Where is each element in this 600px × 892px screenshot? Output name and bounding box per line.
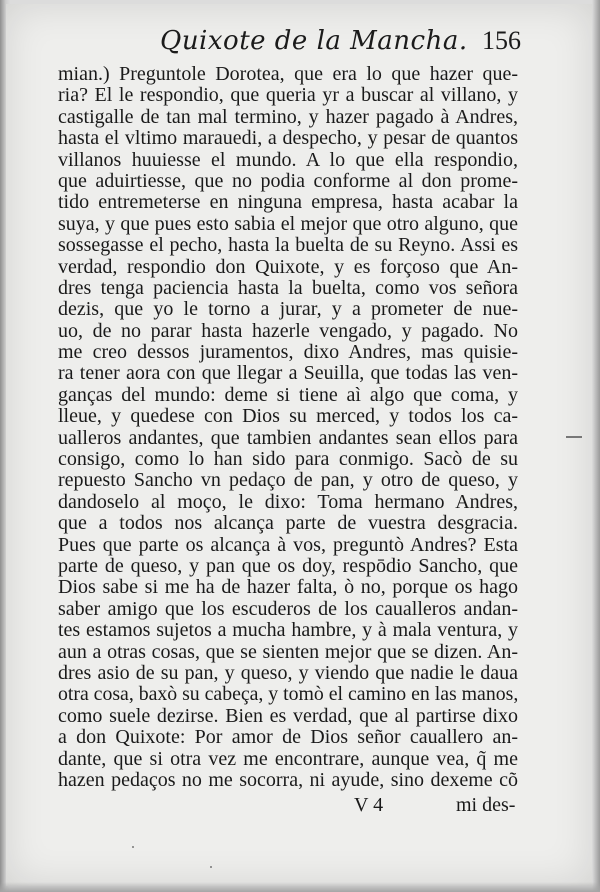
page-header: [0, 20, 600, 60]
text-line: que aduirtiesse, que no podia conforme al don prome-: [58, 169, 518, 192]
text-line: ualleros andantes, que tambien andantes sean ellos para: [58, 426, 518, 449]
text-line: tido entremeterse en ninguna empresa, hasta acabar la: [58, 191, 518, 214]
page-number: 156: [482, 26, 521, 55]
text-line: dante, que si otra vez me encontrare, aunque vea, q̃ me: [58, 747, 518, 770]
text-line: villanos huuiesse el mundo. A lo que ella respondio,: [58, 148, 518, 171]
text-line: sossegasse el pecho, hasta la buelta de su Reyno. Assi es: [58, 234, 518, 257]
text-line: ria? El le respondio, que queria yr a buscar al villano, y: [58, 84, 518, 107]
text-line: repuesto Sancho vn pedaço de pan, y otro de queso, y: [58, 469, 518, 492]
text-line: saber amigo que los escuderos de los caualleros andan-: [58, 597, 518, 620]
margin-mark: [566, 436, 582, 438]
text-line: castigalle de tan mal termino, y hazer pagado à Andres,: [58, 105, 518, 128]
text-line: lleue, y quedese con Dios su merced, y todos los ca-: [58, 405, 518, 428]
text-line: tes estamos sujetos a mucha hambre, y à mala ventura, y: [58, 619, 518, 642]
text-line: a don Quixote: Por amor de Dios señor cauallero an-: [58, 726, 518, 749]
ink-speck: [210, 866, 212, 868]
body-text: [58, 64, 518, 791]
text-line: aun a otras cosas, que se sienten mejor que se dizen. An-: [58, 640, 518, 663]
text-line: otra cosa, baxò su cabeça, y tomò el camino en las manos,: [58, 683, 519, 706]
page-shadow-right: [592, 0, 600, 892]
ink-speck: [132, 846, 134, 848]
text-line: dezis, que yo le torno a jurar, y a prometer de nue-: [58, 298, 518, 321]
running-title: Quixote de la Mancha.: [160, 26, 468, 56]
text-line: dres asio de su pan, y queso, y viendo que nadie le daua: [58, 661, 518, 684]
text-line: hazen pedaços no me socorra, ni ayude, sino dexeme cõ: [58, 768, 518, 791]
text-line: parte de queso, y pan que os doy, respōdio Sancho, que: [58, 554, 518, 577]
text-line: Dios sabe si me ha de hazer falta, ò no, porque os hago: [58, 576, 518, 599]
text-line: hasta el vltimo marauedi, a despecho, y pesar de quantos: [58, 127, 518, 150]
page-footer: [0, 794, 600, 820]
signature-mark: V 4: [354, 794, 384, 816]
text-line: dandoselo al moço, le dixo: Toma hermano Andres,: [58, 490, 518, 513]
text-line: suya, y que pues esto sabia el mejor que otro alguno, que: [58, 212, 518, 235]
text-line: como suele dezirse. Bien es verdad, que al partirse dixo: [58, 704, 518, 727]
page-shadow-bottom: [0, 882, 600, 892]
text-line: que a todos nos alcança parte de vuestra desgracia.: [58, 512, 518, 535]
text-line: ra tener aora con que llegar a Seuilla, que todas las ven-: [58, 362, 518, 385]
text-line: ganças del mundo: deme si tiene aì algo que coma, y: [58, 383, 518, 406]
text-line: mian.) Preguntole Dorotea, que era lo que hazer que-: [58, 63, 518, 85]
text-line: dres tenga paciencia hasta la buelta, como vos señora: [58, 276, 518, 299]
text-line: Pues que parte os alcança à vos, preguntò Andres? Esta: [58, 533, 518, 556]
text-line: verdad, respondio don Quixote, y es forçoso que An-: [58, 255, 518, 278]
catchword: mi des-: [456, 794, 516, 816]
text-line: consigo, como lo han sido para conmigo. Sacò de su: [58, 448, 518, 471]
text-line: me creo dessos juramentos, dixo Andres, mas quisie-: [58, 341, 518, 364]
text-line: uo, de no parar hasta hazerle vengado, y pagado. No: [58, 319, 518, 342]
